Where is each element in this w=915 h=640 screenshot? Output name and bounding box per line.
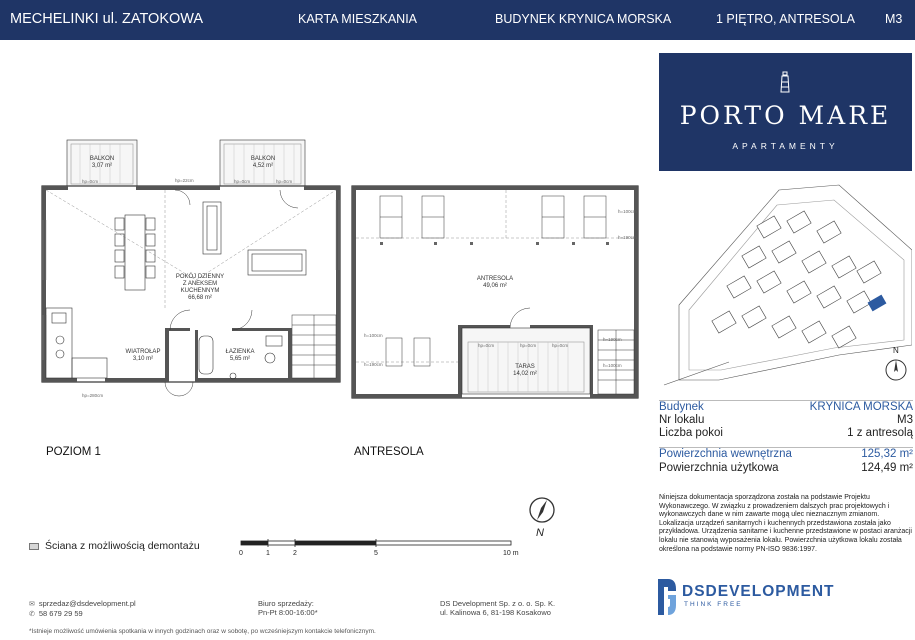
header-bar [0,0,915,40]
company-block [440,599,555,617]
brand-name: PORTO MARE [679,101,892,130]
terrace-label: TARAS 14,02 m² [513,364,537,377]
clearance-note: h=190cm [364,362,383,367]
floor-plans [0,130,655,458]
height-note: hp=0cm [276,179,293,184]
scale-bar-graphic [236,537,536,549]
company-address: ul. Kalinowa 6, 81-198 Kosakowo [440,608,551,617]
height-note: hp=22cm [175,178,194,183]
developer-logo [656,577,856,617]
lighthouse-icon [777,71,793,93]
company-name: DS Development Sp. z o. o. Sp. K. [440,599,556,608]
scale-tick: 10 m [503,550,519,557]
developer-tagline: THINK FREE [684,601,743,608]
info-row-usable-area: Powierzchnia użytkowa 124,49 m² [659,461,913,474]
building-title: BUDYNEK KRYNICA MORSKA [495,12,672,26]
unit-info [659,400,913,477]
info-row-inner-area: Powierzchnia wewnętrzna 125,32 m² [659,447,913,460]
legend-swatch [29,543,39,550]
terrace-outline [462,328,590,394]
site-map [659,180,912,395]
clearance-note: h=190cm [618,235,637,240]
vestibule-label: WIATROŁAP 3,10 m² [125,349,161,362]
mezzanine-label: ANTRESOLA 49,06 m² [476,276,514,289]
office-block [258,599,318,617]
footer-note: *Istnieje możliwość umówienia spotkania w innych godzinach oraz w sobotę, po wcześniejszym kontakcie telefonicznym. [29,628,376,635]
legend-label: Ściana z możliwością demontażu [45,540,200,552]
developer-logo-icon [656,577,678,617]
brand-subtitle: APARTAMENTY [732,141,839,151]
level1-title: POZIOM 1 [46,446,101,458]
floor-plan-drawing [0,130,655,450]
north-label: N [536,527,544,539]
highlighted-building [868,295,887,312]
height-note: hp=0cm [82,179,99,184]
info-row-rooms: Liczba pokoi 1 z antresolą [659,427,913,439]
north-label: N [893,346,899,355]
contact-email[interactable]: sprzedaz@dsdevelopment.pl [38,599,136,608]
clearance-note: h=100cm [618,209,637,214]
project-title: MECHELINKI ul. ZATOKOWA [10,11,204,27]
height-note: hp=280cm [82,393,104,398]
office-label: Biuro sprzedaży: [258,599,314,608]
mail-icon: ✉ [29,601,35,608]
card-title: KARTA MIESZKANIA [298,12,418,26]
scale-tick: 0 [239,550,243,557]
info-row-unit: Nr lokalu M3 [659,413,913,426]
mezzanine-title: ANTRESOLA [354,446,424,458]
disclaimer: Niniejsza dokumentacja sporządzona została na podstawie Projektu Wykonawczego. W związku z prowadzeniem dalszych prac projektowych i wykonawczych dane w nim zawarte mogą ulec nieznacznym zmianom. Lokalizacja urządzeń sanitarnych i kuchennych przedstawiona została jako przykładowa. Urządzenia sanitarne i kuchenne przedstawione w postaci aranżacji lokalu nie stanowią wyposażenia lokalu. Powierzchnia użytkowa lokalu została określona na podstawie normy PN-ISO 9836:1997. [659,494,912,553]
height-note: hp=0cm [520,343,537,348]
clearance-note: h=100cm [603,363,622,368]
developer-name: DSDEVELOPMENT [682,583,835,600]
contact-block [29,599,136,619]
brand-logo [659,53,912,171]
contact-phone[interactable]: 58 679 29 59 [38,609,83,618]
legend [29,540,200,552]
scale-bar [236,537,536,559]
balcony-1-label: BALKON 3,07 m² [89,156,115,169]
height-note: hp=0cm [478,343,495,348]
office-hours: Pn-Pt 8:00-16:00* [258,608,318,617]
height-note: hp=0cm [234,179,251,184]
clearance-note: h=100cm [364,333,383,338]
scale-tick: 5 [374,550,378,557]
scale-tick: 1 [266,550,270,557]
height-note: hp=0cm [552,343,569,348]
balcony-2-label: BALKON 4,52 m² [250,156,276,169]
phone-icon: ✆ [29,611,35,618]
floor-title: 1 PIĘTRO, ANTRESOLA [716,12,855,26]
unit-code: M3 [885,12,903,26]
scale-tick: 2 [293,550,297,557]
clearance-note: h=190cm [603,337,622,342]
bathroom-label: ŁAZIENKA 5,65 m² [225,349,255,362]
info-row-building: Budynek KRYNICA MORSKA [659,401,913,413]
living-room-label: POKÓJ DZIENNY Z ANEKSEM KUCHENNYM 66,68 m² [175,274,225,301]
